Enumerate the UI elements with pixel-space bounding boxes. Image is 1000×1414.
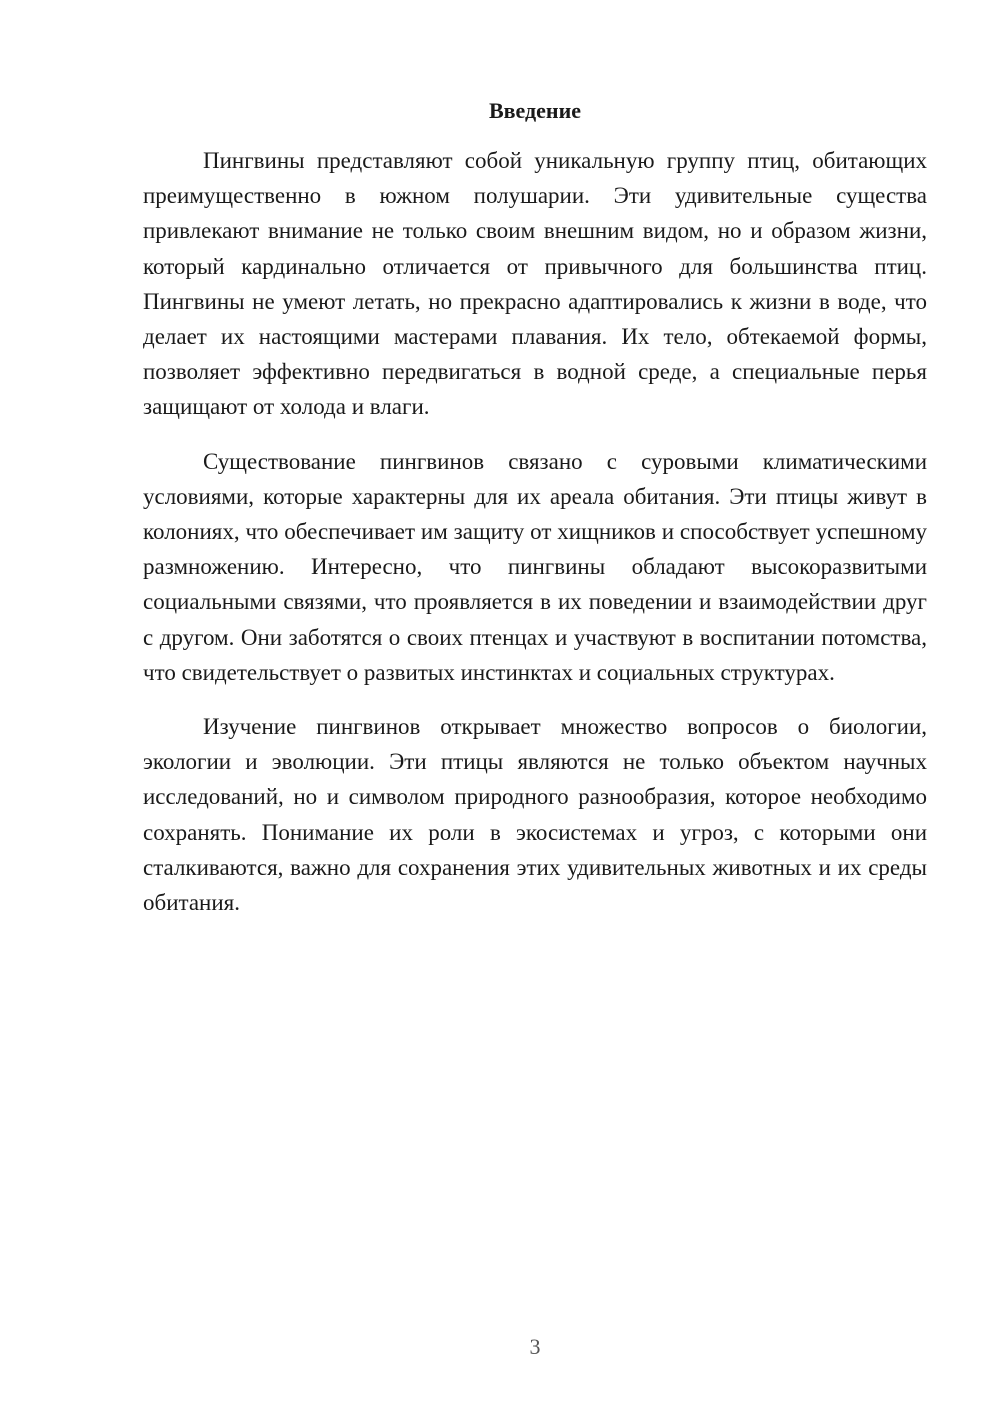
paragraph-3: Изучение пингвинов открывает множество вопросов о биологии, экологии и эволюции. Эти птицы являются не только объектом научных исследований, но и символом природного разнообразия, которое необходимо сохранять. Понимание их роли в экосистемах и угроз, с которыми они сталкиваются, важно для сохранения этих удивительных животных и их среды обитания.	[143, 714, 927, 916]
paragraph-2: Существование пингвинов связано с суровыми климатическими условиями, которые характерны для их ареала обитания. Эти птицы живут в колониях, что обеспечивает им защиту от хищников и способствует успешному размножению. Интересно, что пингвины обладают высокоразвитыми социальными связями, что проявляется в их поведении и взаимодействии друг с другом. Они заботятся о своих птенцах и участвуют в воспитании потомства, что свидетельствует о развитых инстинктах и социальных структурах.	[143, 448, 927, 685]
page-title: Введение	[488, 98, 582, 123]
paragraph-1: Пингвины представляют собой уникальную группу птиц, обитающих преимущественно в южном полушарии. Эти удивительные существа привлекают внимание не только своим внешним видом, но и образом жизни, который кардинально отличается от привычного для большинства птиц. Пингвины не умеют летать, но прекрасно адаптировались к жизни в воде, что делает их настоящими мастерами плавания. Их тело, обтекаемой формы, позволяет эффективно передвигаться в водной среде, а специальные перья защищают от холода и влаги.	[143, 148, 927, 420]
body-text	[143, 143, 927, 939]
page-number: 3	[529, 1334, 541, 1359]
